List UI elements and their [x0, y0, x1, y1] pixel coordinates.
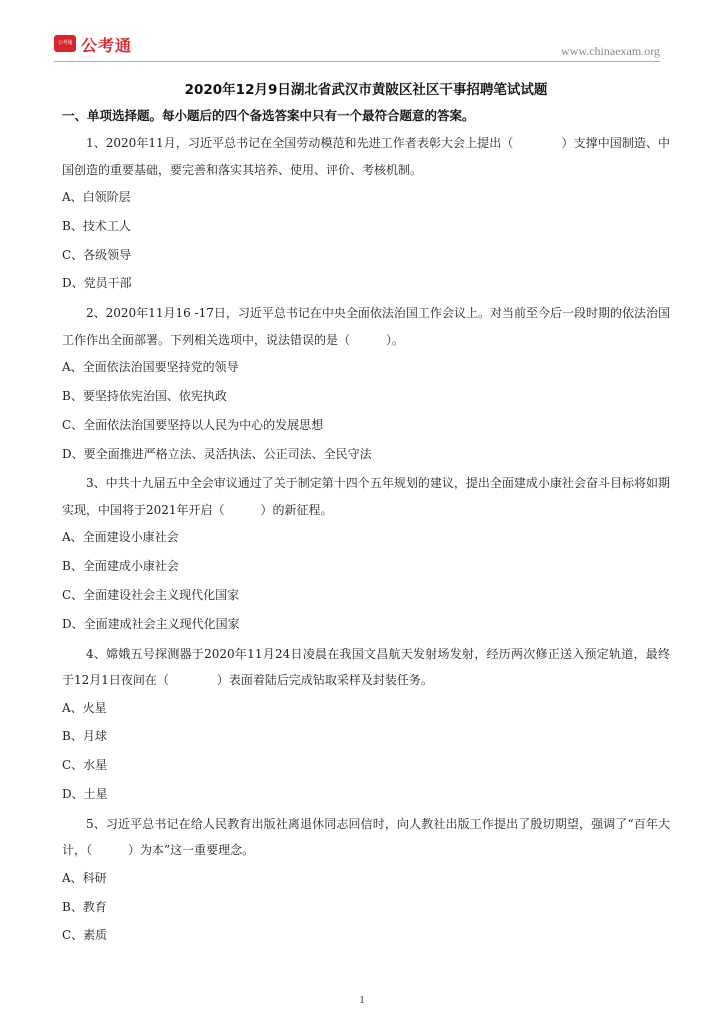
option: B、月球 [62, 729, 107, 744]
option: D、党员干部 [62, 276, 132, 291]
logo-badge: 公考通 [54, 35, 76, 52]
option: C、全面建设社会主义现代化国家 [62, 587, 240, 602]
site-url: www.chinaexam.org [561, 44, 660, 58]
option: B、要坚持依宪治国、依宪执政 [62, 388, 227, 403]
logo-text: 公考通 [81, 36, 133, 55]
page-number: 1 [359, 994, 365, 1006]
option: A、白领阶层 [62, 190, 131, 204]
option: A、科研 [62, 870, 107, 885]
question-stem: 4、嫦娥五号探测器于2020年11月24日凌晨在我国文昌航天发射场发射，经历两次修正送入预定轨道，最终于12月1日夜间在（ ）表面着陆后完成钻取采样及封装任务。 [62, 646, 670, 688]
option: C、全面依法治国要坚持以人民为中心的发展思想 [62, 417, 324, 432]
question-3 [62, 470, 670, 638]
option: C、水星 [62, 758, 108, 773]
option: C、素质 [62, 928, 108, 943]
question-5 [62, 811, 670, 950]
page-header [0, 0, 724, 64]
option: D、要全面推进严格立法、灵活执法、公正司法、全民守法 [62, 446, 372, 461]
question-1 [62, 130, 670, 298]
option: B、全面建成小康社会 [62, 559, 179, 574]
question-stem: 2、2020年11月16 -17日，习近平总书记在中央全面依法治国工作会议上。对当前至今后一段时期的依法治国工作作出全面部署。下列相关选项中，说法错误的是（ ）。 [62, 306, 670, 347]
document-body [62, 70, 670, 950]
document-title: 2020年12月9日湖北省武汉市黄陂区社区干事招聘笔试试题 [184, 82, 548, 98]
section-heading: 一、单项选择题。每小题后的四个备选答案中只有一个最符合题意的答案。 [62, 108, 475, 123]
question-4 [62, 641, 670, 809]
header-divider [54, 61, 660, 62]
question-stem: 5、习近平总书记在给人民教育出版社离退休同志回信时，向人教社出版工作提出了殷切期望，强调了“百年大计，（ ）为本”这一重要理念。 [62, 816, 670, 858]
option: A、全面依法治国要坚持党的领导 [62, 360, 239, 375]
question-stem: 3、中共十九届五中全会审议通过了关于制定第十四个五年规划的建议，提出全面建成小康社会奋斗目标将如期实现，中国将于2021年开启（ ）的新征程。 [62, 476, 670, 517]
option: C、各级领导 [62, 247, 132, 262]
option: A、火星 [62, 700, 107, 715]
question-stem: 1、2020年11月，习近平总书记在全国劳动模范和先进工作者表彰大会上提出（ ）支撑中国制造、中国创造的重要基础，要完善和落实其培养、使用、评价、考核机制。 [62, 136, 670, 177]
option: B、技术工人 [62, 218, 131, 233]
option: A、全面建设小康社会 [62, 530, 179, 545]
option: D、土星 [62, 786, 108, 801]
option: B、教育 [62, 899, 107, 914]
option: D、全面建成社会主义现代化国家 [62, 616, 240, 631]
question-2 [62, 300, 670, 468]
